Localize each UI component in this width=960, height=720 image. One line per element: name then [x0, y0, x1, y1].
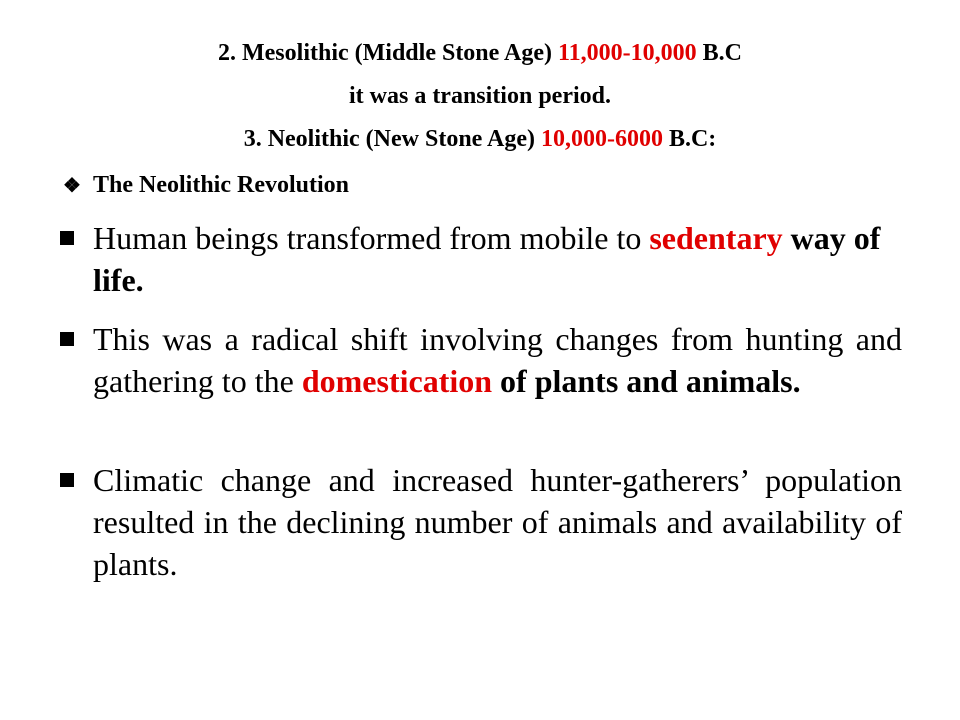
heading-mesolithic-suffix: B.C	[696, 40, 742, 66]
heading-mesolithic-dates: 11,000-10,000	[557, 40, 697, 66]
square-bullet-icon	[60, 231, 74, 245]
bullet-item-domestication	[60, 318, 902, 402]
bullet-highlight: sedentary	[649, 220, 783, 256]
bullet-text	[93, 217, 902, 301]
bullet-item-sedentary	[60, 217, 902, 301]
bullet-text-part2: of plants and animals.	[492, 363, 801, 399]
heading-mesolithic-text: 2. Mesolithic (Middle Stone Age)	[218, 40, 558, 66]
square-bullet-icon	[60, 473, 74, 487]
heading-neolithic-suffix: B.C:	[662, 126, 717, 152]
heading-transition-text: it was a transition period.	[348, 83, 611, 109]
heading-neolithic	[0, 125, 960, 153]
subheading-neolithic-revolution	[63, 171, 349, 200]
heading-neolithic-dates: 10,000-6000	[540, 126, 663, 152]
diamond-bullet-icon: ❖	[63, 175, 81, 197]
bullet-text-part2: way of life.	[93, 220, 881, 298]
bullet-text-part1: This was a radical shift involving changes from hunting and gathering to the	[93, 321, 902, 399]
subheading-text: The Neolithic Revolution	[93, 172, 349, 198]
bullet-text: Climatic change and increased hunter-gatherers’ population resulted in the declining number of animals and availability of plants.	[93, 462, 902, 582]
heading-mesolithic	[0, 39, 960, 67]
square-bullet-icon	[60, 332, 74, 346]
bullet-highlight: domestication	[301, 363, 493, 399]
heading-transition	[0, 82, 960, 110]
bullet-text	[93, 318, 902, 402]
bullet-item-climatic-change	[60, 459, 902, 585]
heading-neolithic-text: 3. Neolithic (New Stone Age)	[243, 126, 541, 152]
bullet-text-part1: Human beings transformed from mobile to	[93, 220, 650, 256]
